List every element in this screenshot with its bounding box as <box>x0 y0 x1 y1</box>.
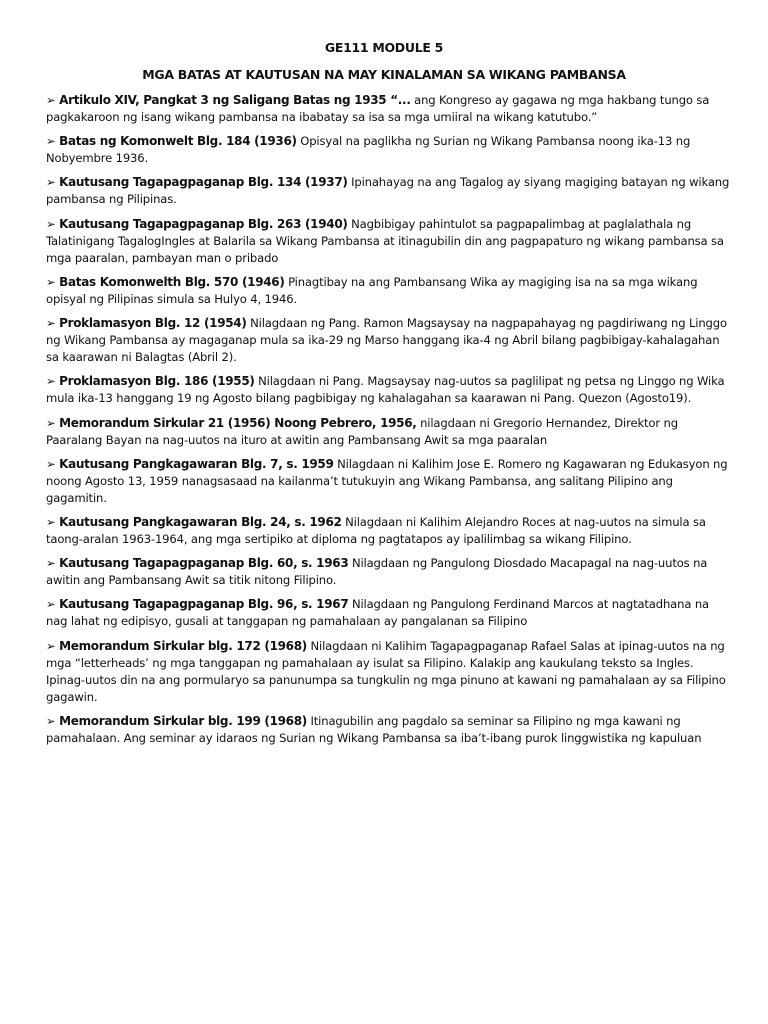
law-description: Nilagdaan ni Pang. Magsaysay nag-uutos sa paglilipat ng petsa ng Linggo ng Wika mula ika-13 hanggang 19 ng Agosto bilang pagbibigay ng kahalagahan sa kaarawan ni Pang. Quezon (Agosto19). <box>46 374 725 406</box>
law-entry <box>46 315 730 366</box>
law-entry <box>46 216 730 267</box>
law-entry <box>46 713 730 747</box>
law-entry <box>46 514 730 548</box>
law-description: Itinagubilin ang pagdalo sa seminar sa Filipino ng mga kawani ng pamahalaan. Ang seminar ay idaraos ng Surian ng Wikang Pambansa sa iba’t-ibang purok linggwistika ng kapuluan <box>46 713 702 745</box>
law-title: Kautusang Tagapagpaganap Blg. 96, s. 1967 <box>59 597 349 612</box>
law-title: Kautusang Pangkagawaran Blg. 24, s. 1962 <box>59 514 342 529</box>
law-title: Proklamasyon Blg. 186 (1955) <box>59 374 255 389</box>
law-description: Nilagdaan ng Pangulong Ferdinand Marcos at nagtatadhana na nag lahat ng edipisyo, gusali at tanggapan ng pamahalaan ay pangalanan sa Filipino <box>46 597 709 629</box>
arrow-bullet-icon: ➢ <box>46 374 56 389</box>
law-entry <box>46 638 730 706</box>
arrow-bullet-icon: ➢ <box>46 175 56 190</box>
document-subtitle: MGA BATAS AT KAUTUSAN NA MAY KINALAMAN SA WIKANG PAMBANSA <box>142 67 626 82</box>
arrow-bullet-icon: ➢ <box>46 556 56 571</box>
law-entry <box>46 415 730 449</box>
law-list <box>46 92 730 754</box>
law-description: ang Kongreso ay gagawa ng mga hakbang tungo sa pagkakaroon ng isang wikang pambansa na ibabatay sa isa sa mga umiiral na wikang katutubo.” <box>46 93 710 125</box>
arrow-bullet-icon: ➢ <box>46 216 56 231</box>
law-title: Kautusang Tagapagpaganap Blg. 60, s. 1963 <box>59 556 349 571</box>
document-title: GE111 MODULE 5 <box>324 40 444 55</box>
law-title: Kautusang Tagapagpaganap Blg. 263 (1940) <box>59 216 348 231</box>
law-description: Ipinahayag na ang Tagalog ay siyang magiging batayan ng wikang pambansa ng Pilipinas. <box>46 175 730 207</box>
arrow-bullet-icon: ➢ <box>46 514 56 529</box>
law-title: Proklamasyon Blg. 12 (1954) <box>59 316 247 331</box>
law-title: Memorandum Sirkular blg. 172 (1968) <box>59 638 307 653</box>
law-title: Batas ng Komonwelt Blg. 184 (1936) <box>59 134 297 149</box>
arrow-bullet-icon: ➢ <box>46 274 56 289</box>
law-title: Batas Komonwelth Blg. 570 (1946) <box>59 274 285 289</box>
law-title: Memorandum Sirkular 21 (1956) Noong Pebrero, 1956, <box>59 415 417 430</box>
law-entry <box>46 274 730 308</box>
law-title: Kautusang Tagapagpaganap Blg. 134 (1937) <box>59 175 348 190</box>
arrow-bullet-icon: ➢ <box>46 597 56 612</box>
law-description: Nilagdaan ni Kalihim Alejandro Roces at nag-uutos na simula sa taong-aralan 1963-1964, ang mga sertipiko at diploma ng pagtatapos ay ipalilimbag sa wikang Filipino. <box>46 514 706 547</box>
law-entry <box>46 596 730 630</box>
law-description: Nilagdaan ni Kalihim Tagapagpaganap Rafael Salas at ipinag-uutos na ng mga “letterheads’ ng mga tanggapan ng pamahalaan ay isulat sa Filipino. Kalakip ang kaukulang teksto sa Ingles. Ipinag-uutos din na ang pormularyo sa panunumpa sa tungkulin ng mga pinuno at kawani ng pamahalaan ay sa Filipino gagawin. <box>46 638 726 704</box>
law-description: Nagbibigay pahintulot sa pagpapalimbag at paglalathala ng Talatinigang TagalogIngles at Balarila sa Wikang Pambansa at itinagubilin din ang pagpapaturo ng wikang pambansa sa mga paaralan, pambayan man o pribado <box>46 216 724 265</box>
law-description: nilagdaan ni Gregorio Hernandez, Direktor ng Paaralang Bayan na nag-uutos na ituro at awitin ang Pambansang Awit sa mga paaralan <box>46 415 678 447</box>
law-entry <box>46 92 730 126</box>
arrow-bullet-icon: ➢ <box>46 134 56 149</box>
arrow-bullet-icon: ➢ <box>46 415 56 430</box>
law-title: Memorandum Sirkular blg. 199 (1968) <box>59 713 307 728</box>
arrow-bullet-icon: ➢ <box>46 713 56 728</box>
law-title: Kautusang Pangkagawaran Blg. 7, s. 1959 <box>59 456 334 471</box>
law-entry <box>46 373 730 407</box>
arrow-bullet-icon: ➢ <box>46 93 56 107</box>
law-entry <box>46 555 730 589</box>
law-entry <box>46 456 730 507</box>
law-entry <box>46 174 730 208</box>
law-description: Opisyal na paglikha ng Surian ng Wikang Pambansa noong ika-13 ng Nobyembre 1936. <box>46 134 691 166</box>
law-entry <box>46 133 730 167</box>
law-description: Pinagtibay na ang Pambansang Wika ay magiging isa na sa mga wikang opisyal ng Pilipinas simula sa Hulyo 4, 1946. <box>46 274 698 306</box>
law-description: Nilagdaan ng Pangulong Diosdado Macapagal na nag-uutos na awitin ang Pambansang Awit sa titik nitong Filipino. <box>46 556 708 588</box>
arrow-bullet-icon: ➢ <box>46 638 56 653</box>
arrow-bullet-icon: ➢ <box>46 316 56 331</box>
law-title: Artikulo XIV, Pangkat 3 ng Saligang Batas ng 1935 “... <box>59 93 411 107</box>
arrow-bullet-icon: ➢ <box>46 456 56 471</box>
law-description: Nilagdaan ni Kalihim Jose E. Romero ng Kagawaran ng Edukasyon ng noong Agosto 13, 1959 nanagsasaad na kailanma’t tutukuyin ang Wikang Pambansa, ang salitang Pilipino ang gagamitin. <box>46 456 728 505</box>
law-description: Nilagdaan ng Pang. Ramon Magsaysay na nagpapahayag ng pagdiriwang ng Linggo ng Wikang Pambansa ay magaganap mula sa ika-29 ng Marso hanggang ika-4 ng Abril bilang pagbibigay-kahalagahan sa kaarawan ni Balagtas (Abril 2). <box>46 316 727 365</box>
